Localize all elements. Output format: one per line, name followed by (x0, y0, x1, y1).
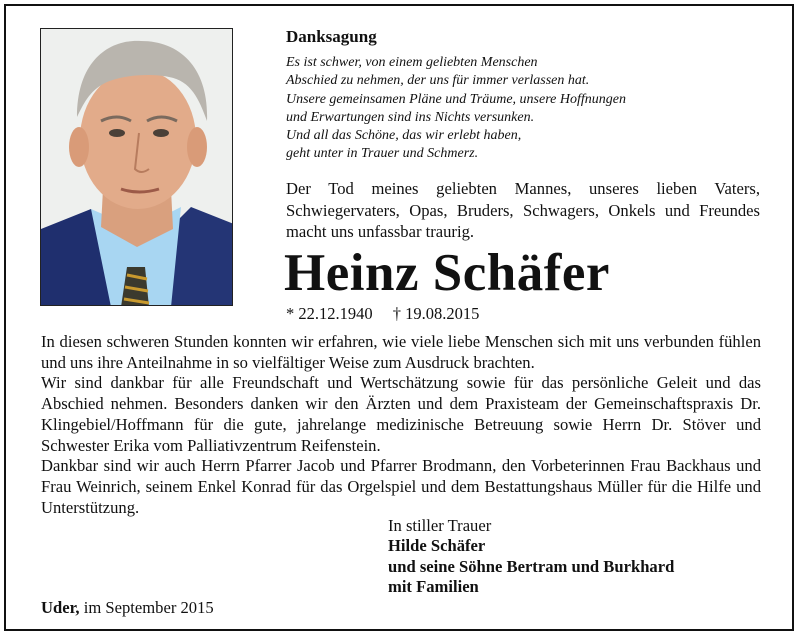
poem-line: und Erwartungen sind ins Nichts versunken. (286, 109, 535, 125)
signature-widow: Hilde Schäfer (388, 536, 486, 556)
body-paragraph: Dankbar sind wir auch Herrn Pfarrer Jacob und Pfarrer Brodmann, den Vorbeterinnen Frau Backhaus und Frau Weinrich, seinem Enkel Konrad für das Orgelspiel und dem Bestattungshaus Müller für die Hilfe und Unterstützung. (41, 456, 761, 517)
intro-paragraph: Der Tod meines geliebten Mannes, unseres lieben Vaters, Schwiegervaters, Opas, Bruders, Schwagers, Onkels und Freundes macht uns unfassbar traurig. (286, 179, 760, 241)
poem-line: Es ist schwer, von einem geliebten Menschen (286, 55, 538, 70)
signature-sons: und seine Söhne Bertram und Burkhard (388, 556, 675, 576)
poem-line: Abschied zu nehmen, der uns für immer verlassen hat. (286, 73, 590, 89)
signature-block (388, 516, 674, 598)
body-paragraph: Wir sind dankbar für alle Freundschaft und Wertschätzung sowie für das persönliche Geleit und das Abschied nehmen. Besonders danken wir den Ärzten und dem Praxisteam der Gemeinschaftspraxis Dr. Klingebiel/Hoffmann für die gute, jahrelange medizinische Betreuung sowie Herrn Dr. Stöver und Schwester Erika vom Palliativzentrum Reifenstein. (41, 373, 761, 455)
life-dates (286, 304, 495, 324)
place-town: Uder, (41, 598, 80, 617)
signature-line: In stiller Trauer (388, 516, 492, 535)
place-month: im September 2015 (79, 598, 214, 617)
deceased-name: Heinz Schäfer (284, 244, 610, 302)
poem-line: Unsere gemeinsamen Pläne und Träume, unsere Hoffnungen (286, 91, 626, 107)
birth-date: * 22.12.1940 (286, 304, 373, 323)
thanks-body (41, 332, 761, 518)
body-paragraph: In diesen schweren Stunden konnten wir erfahren, wie viele liebe Menschen sich mit uns verbunden fühlen und uns ihre Anteilnahme in so vielfältiger Weise zum Ausdruck brachten. (41, 332, 761, 372)
portrait-photo (40, 28, 233, 306)
heading-danksagung: Danksagung (286, 27, 377, 46)
poem (286, 54, 766, 164)
death-date: † 19.08.2015 (392, 304, 480, 323)
place-date (41, 598, 214, 618)
poem-line: Und all das Schöne, das wir erlebt haben, (286, 128, 522, 144)
signature-families: mit Familien (388, 577, 479, 597)
poem-line: geht unter in Trauer und Schmerz. (286, 146, 479, 162)
